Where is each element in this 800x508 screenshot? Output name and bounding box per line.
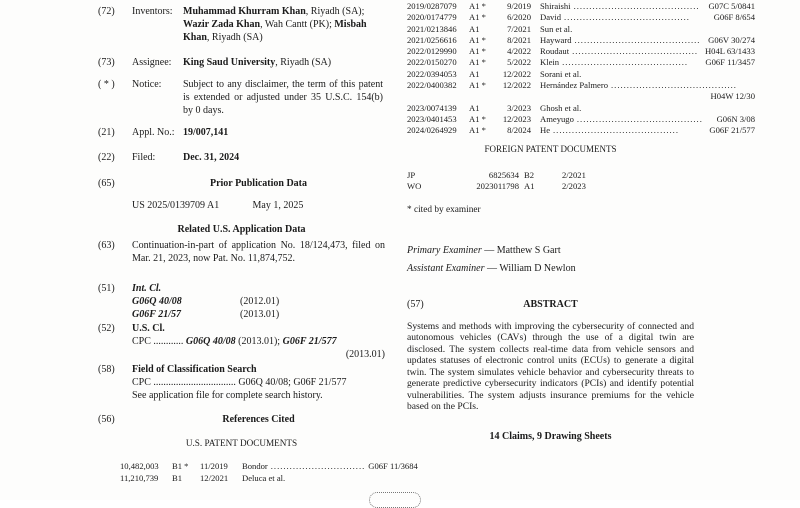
inventor-loc-2: , Wah Cantt (PK);: [260, 19, 335, 30]
cite-number: 2022/0394053: [407, 68, 457, 79]
cite-date: 7/2021: [507, 23, 531, 34]
foreign-kind: B2: [524, 169, 535, 180]
cite-date: 6/2020: [507, 12, 531, 23]
int-cl-block: [132, 282, 385, 321]
primary-examiner-name: — Matthew S Gart: [481, 244, 561, 256]
cite-name: Hernández Palmero: [540, 80, 609, 91]
foreign-row: [407, 170, 755, 182]
citation-row: [407, 35, 755, 46]
cited-by-examiner-note: * cited by examiner: [407, 204, 481, 215]
citation-row: [407, 125, 755, 136]
cite-date: 8/2024: [507, 125, 531, 136]
right-column: [407, 1, 755, 443]
inid-code-65: (65): [98, 178, 115, 189]
dot-leader: ........................................: [553, 125, 679, 136]
field-notice: [98, 78, 385, 117]
cite-name-class: [540, 46, 755, 57]
search-label: Field of Classification Search: [132, 364, 257, 375]
primary-examiner-label: Primary Examiner: [407, 244, 482, 256]
ref-number: 10,482,003: [120, 461, 159, 471]
cite-name-class: [540, 125, 755, 136]
cite-kind: A1 *: [469, 80, 486, 91]
inid-code-21: (21): [98, 127, 115, 138]
foreign-row: [407, 181, 755, 193]
abstract-heading-row: [407, 298, 694, 311]
search-block: [132, 363, 385, 402]
cite-kind: A1: [469, 102, 480, 113]
cite-kind: A1 *: [469, 113, 486, 124]
cite-name-class: [540, 103, 755, 114]
dot-leader: ........................................: [564, 12, 690, 23]
inventor-name-3: Misbah Khan: [183, 19, 367, 43]
foreign-number: 2023011798: [476, 181, 519, 192]
cite-name: David: [540, 12, 562, 23]
field-continuation: [98, 239, 385, 265]
field-us-cl: [98, 322, 385, 361]
cite-name-class: [540, 80, 755, 91]
inventor-name-1: Muhammad Khurram Khan: [183, 6, 306, 17]
foreign-country: WO: [407, 181, 422, 192]
field-classification-search: [98, 363, 385, 402]
cite-name-class: [540, 69, 755, 80]
ref-class: G06F 11/3684: [368, 461, 418, 471]
publication-number: US 2025/0139709 A1: [132, 200, 220, 211]
cite-kind: A1 *: [469, 1, 486, 11]
cite-name: Sorani et al.: [540, 68, 582, 79]
cpc-continuation: (2013.01): [345, 349, 385, 360]
citation-row: [407, 12, 755, 23]
inid-code-63: (63): [98, 240, 115, 251]
field-assignee: [98, 56, 385, 69]
us-reference-row: [120, 472, 385, 484]
citation-row: [407, 1, 755, 12]
field-appl-no: [98, 126, 385, 139]
cite-date: 9/2019: [507, 1, 531, 11]
section-references-cited: [98, 413, 385, 426]
cite-number: 2021/0256616: [407, 34, 457, 45]
foreign-patent-documents-heading: FOREIGN PATENT DOCUMENTS: [484, 143, 617, 154]
inid-code-57: (57): [407, 298, 424, 310]
cite-name: Hayward: [540, 34, 572, 45]
us-cl-label: U.S. Cl.: [132, 323, 165, 334]
appl-no-label: Appl. No.:: [132, 127, 175, 138]
cite-name-class: [540, 35, 755, 46]
inventor-name-2: Wazir Zada Khan: [183, 19, 261, 30]
cite-number: 2022/0150270: [407, 57, 457, 68]
ref-name: Bondor: [242, 461, 268, 471]
class-version: (2013.01): [240, 309, 280, 320]
dot-leader: ........................................: [611, 80, 737, 91]
continuation-text: Continuation-in-part of application No. 18/124,473, filed on Mar. 21, 2023, now Pat. No. 11,874,752.: [132, 240, 385, 264]
ref-name-class: [242, 472, 385, 484]
cite-kind: A1 *: [469, 46, 486, 57]
citation-row: [407, 114, 755, 125]
ref-date: 11/2019: [200, 461, 228, 471]
assignee-value: [183, 56, 385, 69]
references-cited-heading: References Cited: [222, 414, 295, 425]
inventors-value: [183, 5, 381, 44]
inid-code-56: (56): [98, 414, 115, 425]
primary-examiner-line: [407, 244, 755, 257]
inid-code-72: (72): [98, 6, 115, 17]
cite-date: 12/2022: [502, 68, 531, 79]
cite-name: He: [540, 125, 551, 136]
foreign-date: 2/2021: [562, 169, 586, 180]
ref-kind: B1 *: [172, 461, 189, 471]
us-patent-documents-heading: U.S. PATENT DOCUMENTS: [185, 438, 298, 448]
cite-date: 8/2021: [507, 34, 531, 45]
assignee-name: King Saud University: [183, 57, 276, 68]
assistant-examiner-name: — William D Newlon: [484, 262, 576, 274]
cite-kind: A1: [469, 68, 480, 79]
cite-number: 2019/0287079: [407, 1, 457, 11]
cite-name: Ameyugo: [540, 113, 574, 124]
cite-name: Roudaut: [540, 46, 570, 57]
cpc-line: [132, 335, 385, 348]
related-application-heading: Related U.S. Application Data: [177, 224, 306, 235]
cite-date: 3/2023: [507, 102, 531, 113]
dot-leader: ........................................: [572, 46, 699, 57]
field-int-cl: [98, 282, 385, 321]
int-cl-entry: [132, 295, 385, 308]
inventor-loc-3: , Riyadh (SA): [206, 32, 263, 43]
cpc-mid: (2013.01);: [235, 336, 283, 347]
us-cl-block: [132, 322, 385, 361]
ref-name: Deluca et al.: [242, 473, 286, 483]
ref-number: 11,210,739: [120, 473, 159, 483]
dot-leader: ........................................: [574, 34, 701, 45]
search-see-note: See application file for complete search history.: [132, 390, 323, 401]
field-inventors: [98, 5, 385, 44]
class-code: G06Q 40/08: [132, 296, 182, 307]
publication-date: May 1, 2025: [252, 200, 304, 211]
citation-row: [407, 80, 755, 91]
cite-kind: A1 *: [469, 34, 486, 45]
citation-row: [407, 24, 755, 35]
citation-continuation-class: H04W 12/30: [710, 91, 755, 102]
prior-publication-entry: [132, 199, 385, 212]
citation-row: [407, 69, 755, 80]
filed-label: Filed:: [132, 152, 156, 163]
dot-leader: ........................................: [573, 1, 700, 11]
cite-number: 2024/0264929: [407, 125, 457, 136]
section-prior-publication: [98, 177, 385, 190]
cite-number: 2023/0401453: [407, 113, 457, 124]
assistant-examiner-line: [407, 262, 755, 275]
cite-class: G06F 8/654: [713, 12, 755, 23]
cite-number: 2022/0129990: [407, 46, 457, 57]
notice-label: Notice:: [132, 79, 162, 90]
class-version: (2012.01): [240, 296, 280, 307]
foreign-date: 2/2023: [562, 181, 586, 192]
us-reference-row: [120, 460, 418, 472]
appl-no-value: 19/007,141: [183, 127, 229, 138]
foreign-country: JP: [407, 169, 416, 180]
cite-class: G06F 11/3457: [705, 57, 755, 68]
filed-value: Dec. 31, 2024: [183, 152, 240, 163]
search-cpc-line: CPC ................................. G06Q 40/08; G06F 21/577: [132, 377, 347, 388]
cite-number: 2022/0400382: [407, 80, 457, 91]
claims-drawing-sheets-line: 14 Claims, 9 Drawing Sheets: [489, 430, 612, 442]
int-cl-entry: [132, 308, 385, 321]
inid-code-51: (51): [98, 283, 115, 294]
cite-kind: A1 *: [469, 57, 486, 68]
abstract-heading: ABSTRACT: [523, 298, 578, 310]
inid-code-22: (22): [98, 152, 115, 163]
inventor-loc-1: , Riyadh (SA);: [305, 6, 365, 17]
citation-row: [407, 103, 755, 114]
cite-number: 2023/0074139: [407, 102, 457, 113]
cite-kind: A1 *: [469, 12, 486, 23]
foreign-number: 6825634: [488, 169, 519, 180]
inid-code-52: (52): [98, 323, 115, 334]
cite-class: G06V 30/274: [708, 34, 755, 45]
abstract-text: Systems and methods with improving the cybersecurity of connected and autonomous vehicles (CAVs) through the use of a digital twin are disclosed. The system collects real-time data from vehicle sensors and updates statuses of electronic control units (ECUs) to generate a digital twin. The system simulates vehicle behavior and cybersecurity threats to generate predictive cybersecurity indicators (PCIs) and identify potential vulnerabilities. The system adjusts insurance premiums for the vehicle based on the PCIs.: [407, 320, 694, 413]
cite-name: Sun et al.: [540, 23, 573, 34]
cite-name-class: [540, 24, 755, 35]
cite-date: 12/2022: [502, 80, 531, 91]
inid-code-star: ( * ): [98, 79, 115, 90]
cite-name-class: [540, 1, 755, 12]
citation-row: [407, 57, 755, 68]
cite-class: G06F 21/577: [709, 125, 755, 136]
citation-row: [407, 46, 755, 57]
cite-name: Klein: [540, 57, 560, 68]
prior-publication-heading: Prior Publication Data: [209, 178, 308, 189]
ref-name-class: [242, 460, 418, 472]
cite-name-class: [540, 57, 755, 68]
dot-leader: ........................................: [576, 113, 703, 124]
inid-code-58: (58): [98, 364, 115, 375]
cite-kind: A1 *: [469, 125, 486, 136]
cite-class: G06N 3/08: [716, 113, 755, 124]
ref-date: 12/2021: [200, 473, 229, 483]
int-cl-label: Int. Cl.: [132, 283, 162, 294]
ref-kind: B1: [172, 473, 183, 483]
cite-number: 2021/0213846: [407, 23, 457, 34]
inventors-label: Inventors:: [132, 6, 173, 17]
dot-leader: ........................................: [562, 57, 689, 68]
assistant-examiner-label: Assistant Examiner: [407, 262, 485, 274]
cite-name-class: [540, 12, 755, 23]
cite-date: 4/2022: [507, 46, 531, 57]
notice-text: Subject to any disclaimer, the term of this patent is extended or adjusted under 35 U.S.C. 154(b) by 0 days.: [183, 79, 383, 116]
dot-leader: ..............................: [270, 461, 366, 471]
cpc-prefix: CPC ............: [132, 336, 186, 347]
cite-date: 12/2023: [502, 113, 531, 124]
assignee-loc: , Riyadh (SA): [275, 57, 332, 68]
foreign-kind: A1: [524, 181, 535, 192]
cite-kind: A1: [469, 23, 480, 34]
cite-number: 2020/0174779: [407, 12, 457, 23]
cpc-code-1: G06Q 40/08: [185, 336, 236, 347]
cpc-code-2: G06F 21/577: [282, 336, 337, 347]
partial-figure-shape: [369, 492, 421, 508]
cite-name: Ghosh et al.: [540, 102, 582, 113]
field-filed: [98, 151, 385, 164]
cite-class: G07C 5/0841: [708, 1, 755, 11]
cite-name: Shiraishi: [540, 1, 571, 11]
cite-name-class: [540, 114, 755, 125]
class-code: G06F 21/57: [132, 309, 181, 320]
cite-date: 5/2022: [507, 57, 531, 68]
cite-class: H04L 63/1433: [704, 46, 755, 57]
assignee-label: Assignee:: [132, 57, 172, 68]
inid-code-73: (73): [98, 57, 115, 68]
